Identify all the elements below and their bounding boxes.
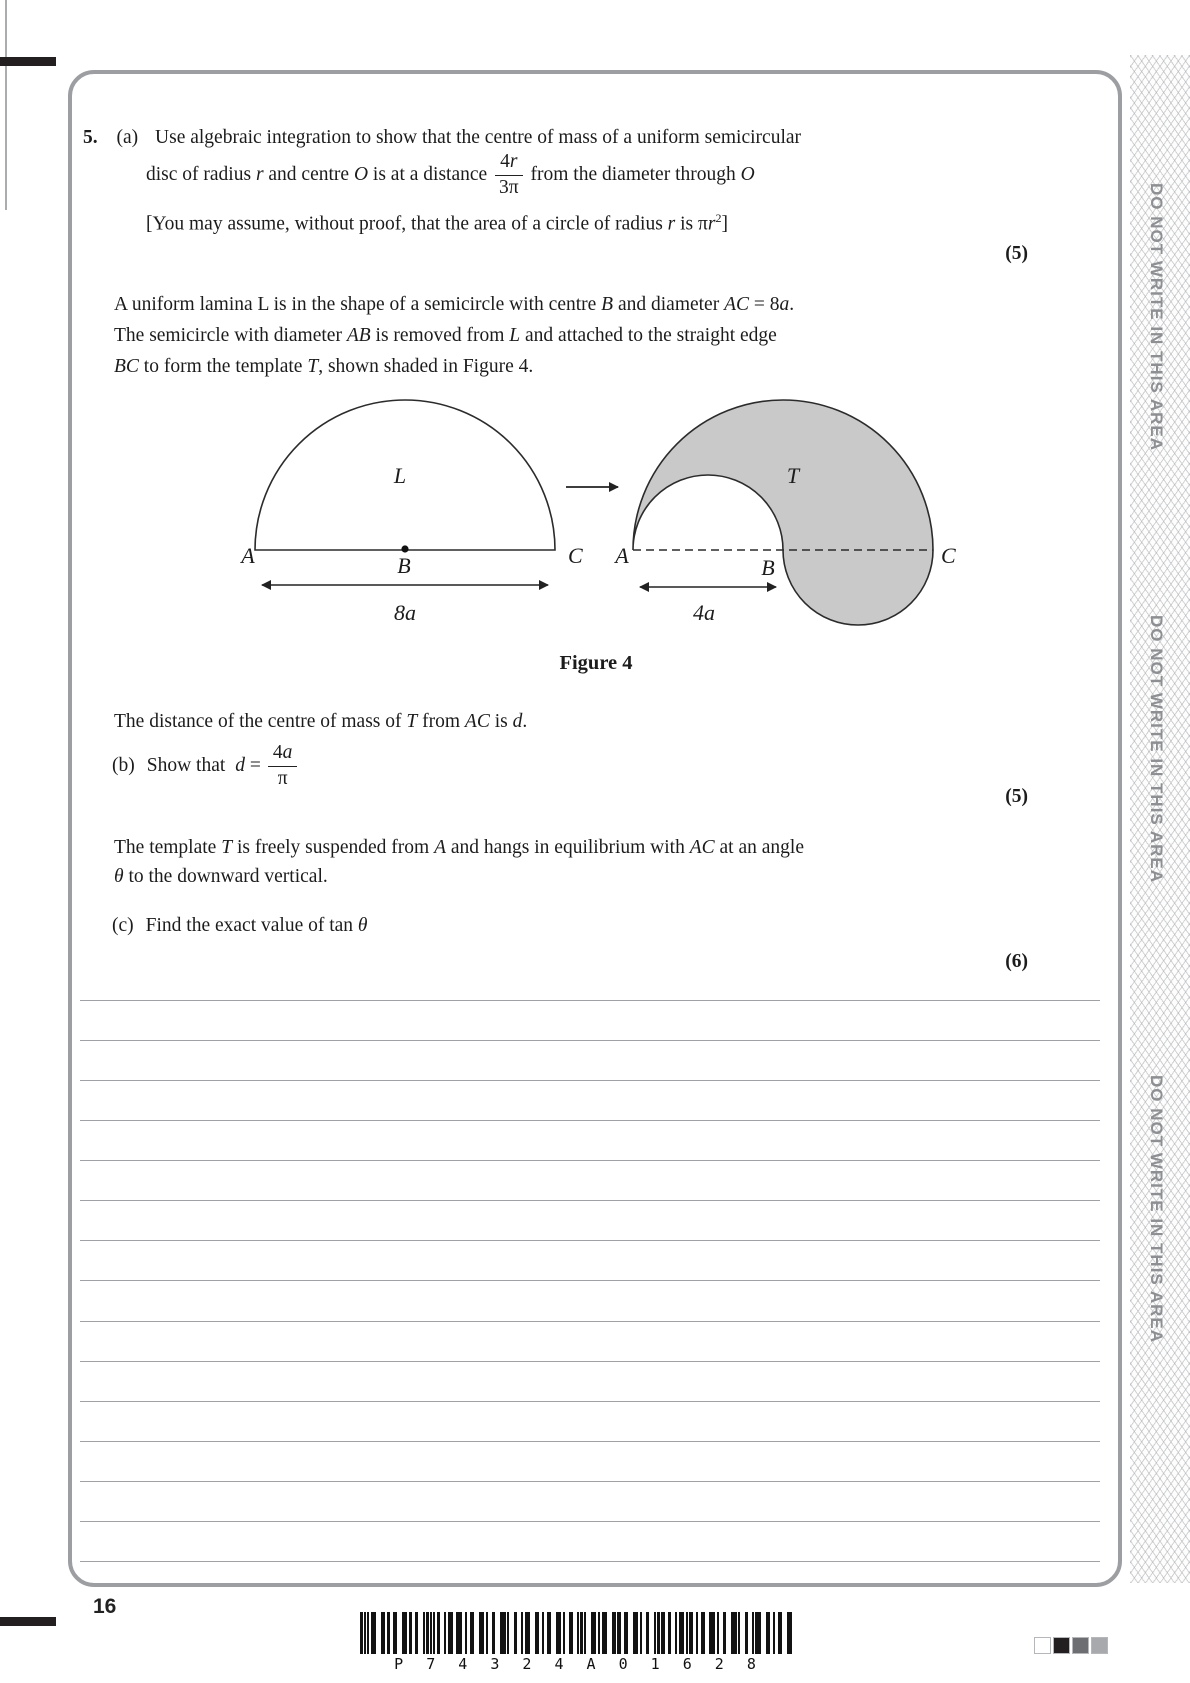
label-A-left: A xyxy=(241,543,255,568)
answer-line xyxy=(80,1561,1100,1562)
do-not-write-text-1: DO NOT WRITE IN THIS AREA xyxy=(1147,183,1166,452)
registration-square xyxy=(1091,1637,1108,1654)
answer-line xyxy=(80,1401,1100,1402)
intro-paragraph xyxy=(114,289,794,382)
label-4a: 4a xyxy=(693,600,715,625)
suspend-line1: The template T is freely suspended from A and hangs in equilibrium with AC at an angle xyxy=(114,837,804,858)
fraction-numerator: 4a xyxy=(268,743,298,766)
label-8a: 8a xyxy=(394,600,416,625)
label-B-left: B xyxy=(397,553,411,578)
part-a-line2 xyxy=(146,148,755,202)
answer-line xyxy=(80,1361,1100,1362)
part-b-label: (b) xyxy=(112,755,135,777)
print-registration-bar-bottom xyxy=(0,1617,56,1626)
answer-line xyxy=(80,1240,1100,1241)
part-a-text-line1: Use algebraic integration to show that the centre of mass of a uniform semicircular xyxy=(155,127,802,148)
label-T: T xyxy=(786,463,800,488)
label-C-right: C xyxy=(941,543,956,568)
intro-line3: BC to form the template T, shown shaded in Figure 4. xyxy=(114,356,534,377)
part-c-line xyxy=(112,913,368,938)
do-not-write-sidebar xyxy=(1130,55,1190,1583)
part-b-lhs: d = xyxy=(235,755,261,777)
do-not-write-text-3: DO NOT WRITE IN THIS AREA xyxy=(1147,1075,1166,1344)
question-number: 5. xyxy=(83,127,98,148)
fraction-denominator: 3π xyxy=(499,176,519,198)
page-number: 16 xyxy=(93,1595,117,1618)
figure-caption: Figure 4 xyxy=(559,652,633,674)
answer-line xyxy=(80,1160,1100,1161)
answer-line xyxy=(80,1280,1100,1281)
page-edge-mark xyxy=(5,0,7,210)
suspend-paragraph xyxy=(114,833,804,891)
answer-line xyxy=(80,1040,1100,1041)
part-a-note: [You may assume, without proof, that the area of a circle of radius r is $\pi r^2$] xyxy=(146,211,728,235)
answer-line xyxy=(80,1481,1100,1482)
template-T-shape xyxy=(633,400,933,625)
part-a-line2-post: from the diameter through O xyxy=(530,164,755,186)
label-B-right: B xyxy=(761,555,775,580)
barcode-text: P 7 4 3 2 4 A 0 1 6 2 8 xyxy=(394,1655,758,1673)
label-C-left: C xyxy=(568,543,583,568)
answer-line xyxy=(80,1080,1100,1081)
part-a-label: (a) xyxy=(116,127,139,148)
print-registration-bar-top xyxy=(0,57,56,66)
part-a-line2-pre: disc of radius r and centre O is at a distance xyxy=(146,164,488,186)
part-c-text: Find the exact value of tan θ xyxy=(145,915,368,936)
fraction-numerator: 4r xyxy=(495,152,522,175)
part-c-label: (c) xyxy=(112,915,134,936)
intro-line2: The semicircle with diameter AB is removed from L and attached to the straight edge xyxy=(114,325,777,346)
answer-lines-region xyxy=(80,1000,1100,1575)
distance-statement: The distance of the centre of mass of T from AC is d. xyxy=(114,711,528,732)
answer-line xyxy=(80,1321,1100,1322)
answer-line xyxy=(80,1200,1100,1201)
fraction-4a-pi xyxy=(268,743,298,789)
answer-line xyxy=(80,1120,1100,1121)
part-b-line xyxy=(112,738,297,794)
figure-4-diagram xyxy=(200,380,980,636)
intro-line1: A uniform lamina L is in the shape of a semicircle with centre B and diameter AC = 8a. xyxy=(114,294,795,315)
label-A-right: A xyxy=(615,543,629,568)
part-b-text: Show that xyxy=(146,755,226,777)
question-5-line1 xyxy=(83,125,801,150)
registration-square xyxy=(1053,1637,1070,1654)
fraction-4r-3pi xyxy=(495,152,522,198)
barcode xyxy=(360,1612,792,1654)
answer-line xyxy=(80,1521,1100,1522)
template-T-diagram xyxy=(613,400,956,625)
part-b-marks: (5) xyxy=(1005,786,1028,807)
part-a-marks: (5) xyxy=(1005,243,1028,264)
colour-registration-squares xyxy=(1034,1637,1108,1654)
registration-square xyxy=(1034,1637,1051,1654)
point-B-dot xyxy=(401,545,408,552)
suspend-line2: θ to the downward vertical. xyxy=(114,866,328,887)
lamina-L-diagram xyxy=(239,400,583,625)
registration-square xyxy=(1072,1637,1089,1654)
answer-line xyxy=(80,1000,1100,1001)
do-not-write-text-2: DO NOT WRITE IN THIS AREA xyxy=(1147,615,1166,884)
part-c-marks: (6) xyxy=(1005,951,1028,972)
answer-line xyxy=(80,1441,1100,1442)
label-L: L xyxy=(393,463,407,488)
fraction-denominator: π xyxy=(277,767,288,789)
